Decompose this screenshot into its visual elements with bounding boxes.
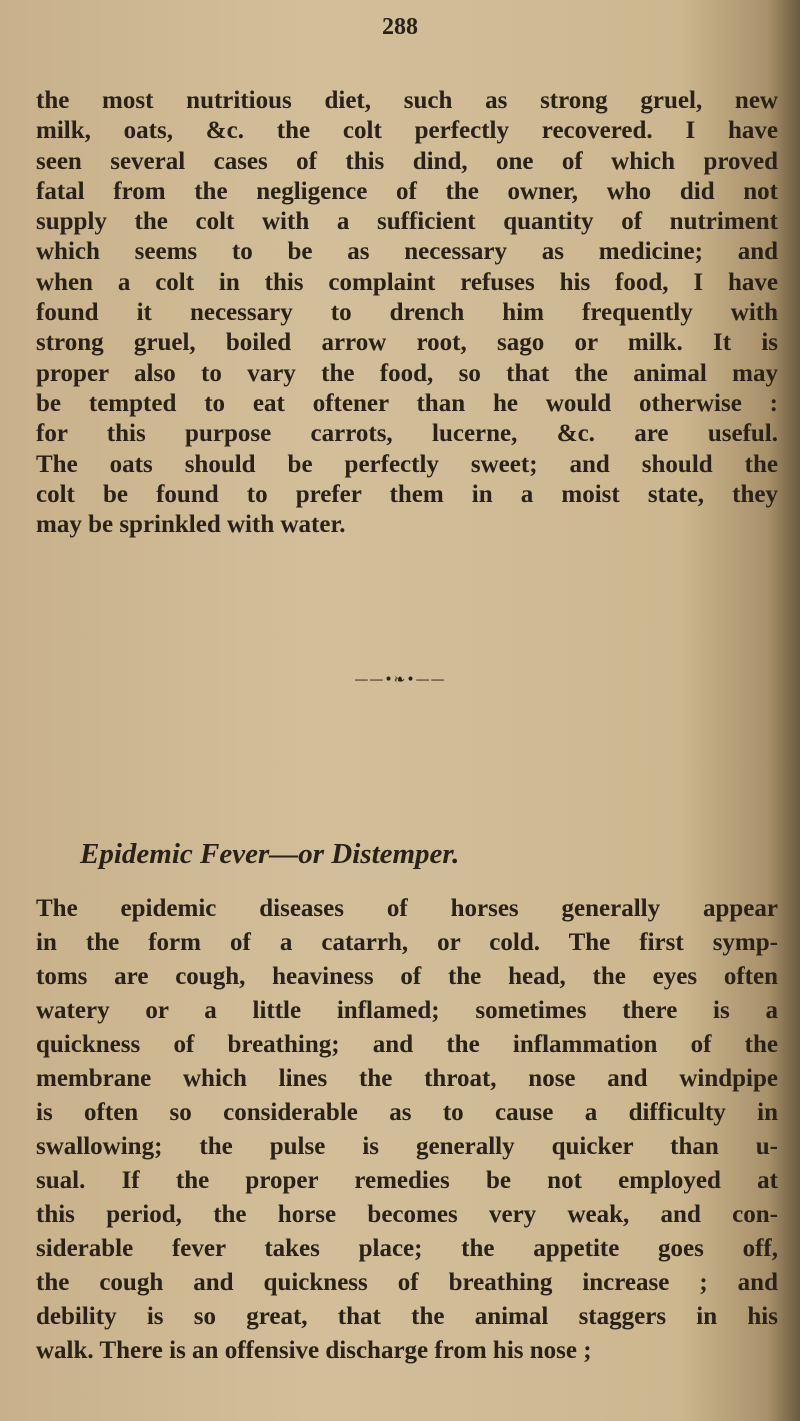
text-line: is often so considerable as to cause a difficulty in [36,1099,778,1126]
text-line: fatal from the negligence of the owner, who did not [36,177,778,205]
text-line: siderable fever takes place; the appetite goes off, [36,1235,778,1262]
text-line: watery or a little inflamed; sometimes there is a [36,997,778,1024]
text-line: milk, oats, &c. the colt perfectly recovered. I have [36,117,778,145]
text-line: swallowing; the pulse is generally quicker than u- [36,1133,778,1160]
text-line: sual. If the proper remedies be not employed at [36,1167,778,1194]
paragraph-2 [36,892,778,1368]
text-line: which seems to be as necessary as medicine; and [36,238,778,266]
text-line: quickness of breathing; and the inflammation of the [36,1031,778,1058]
text-line: the cough and quickness of breathing increase ; and [36,1269,778,1296]
text-line: supply the colt with a sufficient quantity of nutriment [36,208,778,236]
text-line: colt be found to prefer them in a moist state, they [36,480,778,508]
text-line: in the form of a catarrh, or cold. The first symp- [36,929,778,956]
text-line: walk. There is an offensive discharge from his nose ; [36,1337,592,1364]
section-heading: Epidemic Fever—or Distemper. [80,838,460,870]
text-line: strong gruel, boiled arrow root, sago or milk. It is [36,329,778,357]
text-line: be tempted to eat oftener than he would otherwise : [36,389,778,417]
text-line: toms are cough, heaviness of the head, the eyes often [36,963,778,990]
text-line: this period, the horse becomes very weak, and con- [36,1201,778,1228]
page-number: 288 [382,14,418,40]
paragraph-1 [36,86,778,540]
text-line: membrane which lines the throat, nose and windpipe [36,1065,778,1092]
text-line: The epidemic diseases of horses generally appear [36,895,778,922]
text-line: seen several cases of this dind, one of which proved [36,147,778,175]
section-ornament: ——•❧•—— [354,672,446,688]
text-line: for this purpose carrots, lucerne, &c. are useful. [36,420,778,448]
text-line: may be sprinkled with water. [36,511,346,539]
text-line: when a colt in this complaint refuses his food, I have [36,268,778,296]
text-line: found it necessary to drench him frequently with [36,299,778,327]
text-line: The oats should be perfectly sweet; and should the [36,450,778,478]
text-line: the most nutritious diet, such as strong gruel, new [36,87,778,114]
text-line: debility is so great, that the animal staggers in his [36,1303,778,1330]
text-line: proper also to vary the food, so that the animal may [36,359,778,387]
